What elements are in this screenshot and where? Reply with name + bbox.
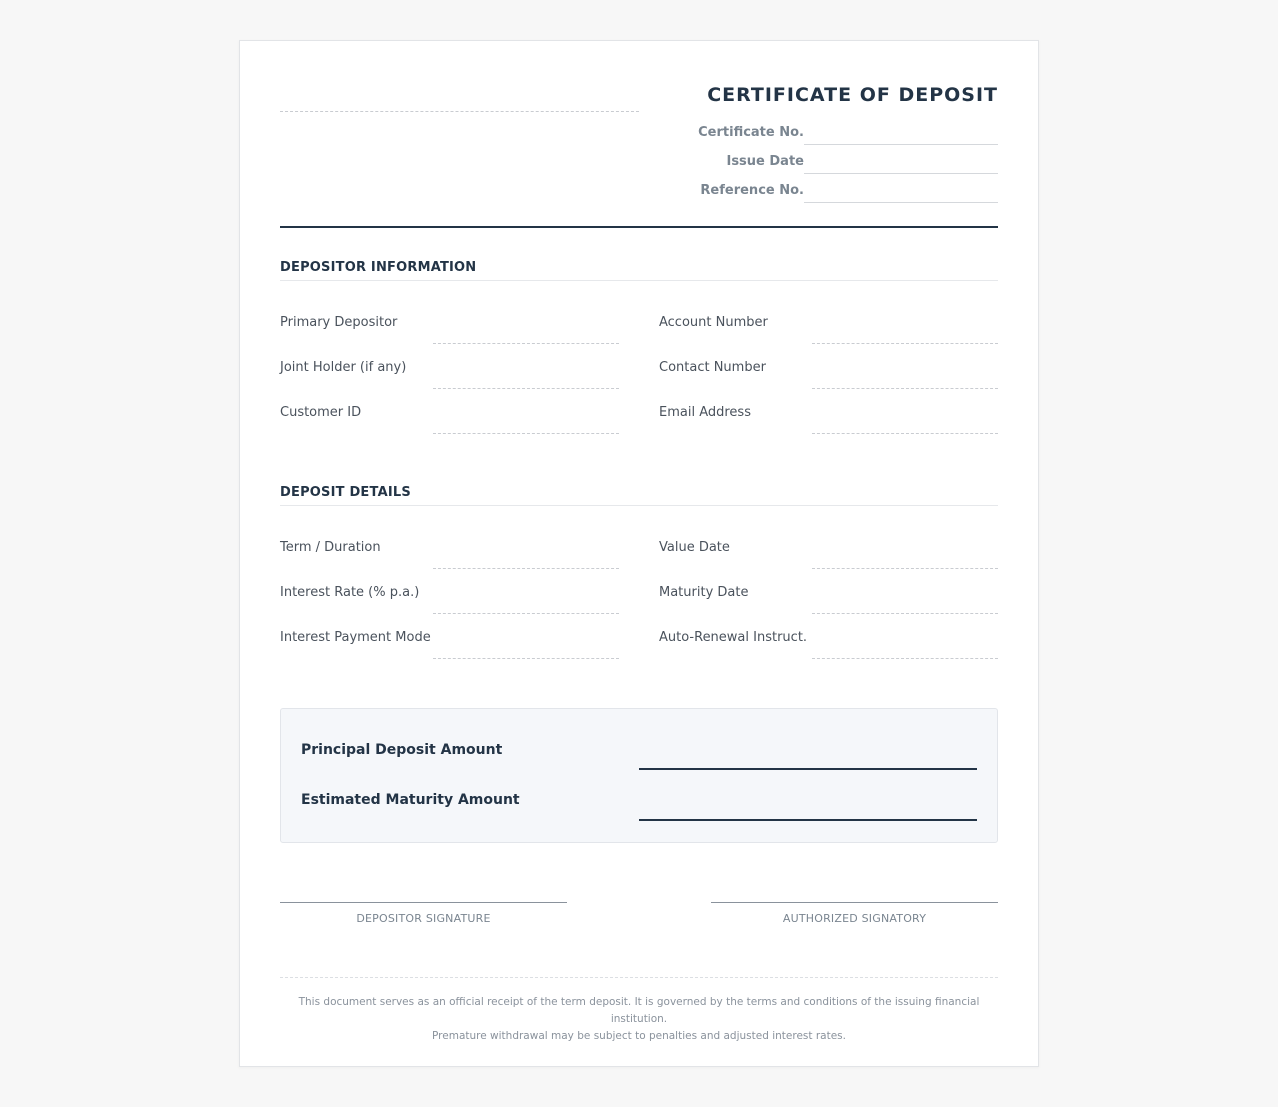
interest-rate-field [280, 578, 619, 618]
certificate-number-label: Certificate No. [698, 125, 804, 140]
authorized-signature-line[interactable] [711, 902, 998, 925]
issue-date-field[interactable] [804, 154, 998, 174]
issue-date-label: Issue Date [726, 154, 804, 169]
interest-rate-input[interactable] [433, 613, 619, 614]
contact-number-label: Contact Number [659, 360, 766, 375]
interest-rate-label: Interest Rate (% p.a.) [280, 585, 420, 600]
principal-amount-input[interactable] [639, 768, 977, 770]
certificate-number-row [698, 121, 998, 145]
term-duration-label: Term / Duration [280, 540, 381, 555]
term-duration-input[interactable] [433, 568, 619, 569]
joint-holder-label: Joint Holder (if any) [280, 360, 407, 375]
email-address-label: Email Address [659, 405, 751, 420]
value-date-label: Value Date [659, 540, 730, 555]
amount-summary-box [280, 708, 998, 843]
certificate-page [239, 40, 1039, 1067]
customer-id-label: Customer ID [280, 405, 362, 420]
auto-renewal-label: Auto-Renewal Instruct. [659, 630, 808, 645]
interest-payment-mode-input[interactable] [433, 658, 619, 659]
principal-amount-label: Principal Deposit Amount [301, 742, 503, 758]
account-number-input[interactable] [812, 343, 998, 344]
value-date-field [659, 533, 998, 573]
primary-depositor-field [280, 308, 619, 348]
contact-number-input[interactable] [812, 388, 998, 389]
footer-line-1: This document serves as an official receipt of the term deposit. It is governed by the terms and conditions of the issuing financial institution. [298, 996, 980, 1025]
maturity-date-input[interactable] [812, 613, 998, 614]
issue-date-row [698, 150, 998, 174]
reference-number-field[interactable] [804, 183, 998, 203]
customer-id-field [280, 398, 619, 438]
primary-depositor-label: Primary Depositor [280, 315, 398, 330]
depositor-section-title: DEPOSITOR INFORMATION [280, 260, 998, 281]
certificate-number-field[interactable] [804, 125, 998, 145]
auto-renewal-input[interactable] [812, 658, 998, 659]
reference-number-label: Reference No. [700, 183, 804, 198]
contact-number-field [659, 353, 998, 393]
institution-name-line[interactable] [280, 111, 639, 112]
header-divider [280, 226, 998, 228]
depositor-signature-line[interactable] [280, 902, 567, 925]
joint-holder-input[interactable] [433, 388, 619, 389]
joint-holder-field [280, 353, 619, 393]
interest-payment-mode-field [280, 623, 619, 663]
email-address-input[interactable] [812, 433, 998, 434]
customer-id-input[interactable] [433, 433, 619, 434]
interest-payment-mode-label: Interest Payment Mode [280, 630, 431, 645]
maturity-date-label: Maturity Date [659, 585, 749, 600]
account-number-label: Account Number [659, 315, 768, 330]
maturity-amount-label: Estimated Maturity Amount [301, 792, 520, 808]
account-number-field [659, 308, 998, 348]
email-address-field [659, 398, 998, 438]
footer-disclaimer [280, 994, 998, 1045]
footer-divider [280, 977, 998, 978]
maturity-date-field [659, 578, 998, 618]
term-duration-field [280, 533, 619, 573]
maturity-amount-input[interactable] [639, 819, 977, 821]
depositor-signature-label: DEPOSITOR SIGNATURE [356, 912, 491, 925]
auto-renewal-field [659, 623, 998, 663]
authorized-signature-label: AUTHORIZED SIGNATORY [782, 912, 927, 925]
document-title: CERTIFICATE OF DEPOSIT [707, 84, 998, 106]
primary-depositor-input[interactable] [433, 343, 619, 344]
reference-number-row [698, 179, 998, 203]
footer-line-2: Premature withdrawal may be subject to penalties and adjusted interest rates. [432, 1030, 846, 1042]
value-date-input[interactable] [812, 568, 998, 569]
deposit-section-title: DEPOSIT DETAILS [280, 485, 998, 506]
